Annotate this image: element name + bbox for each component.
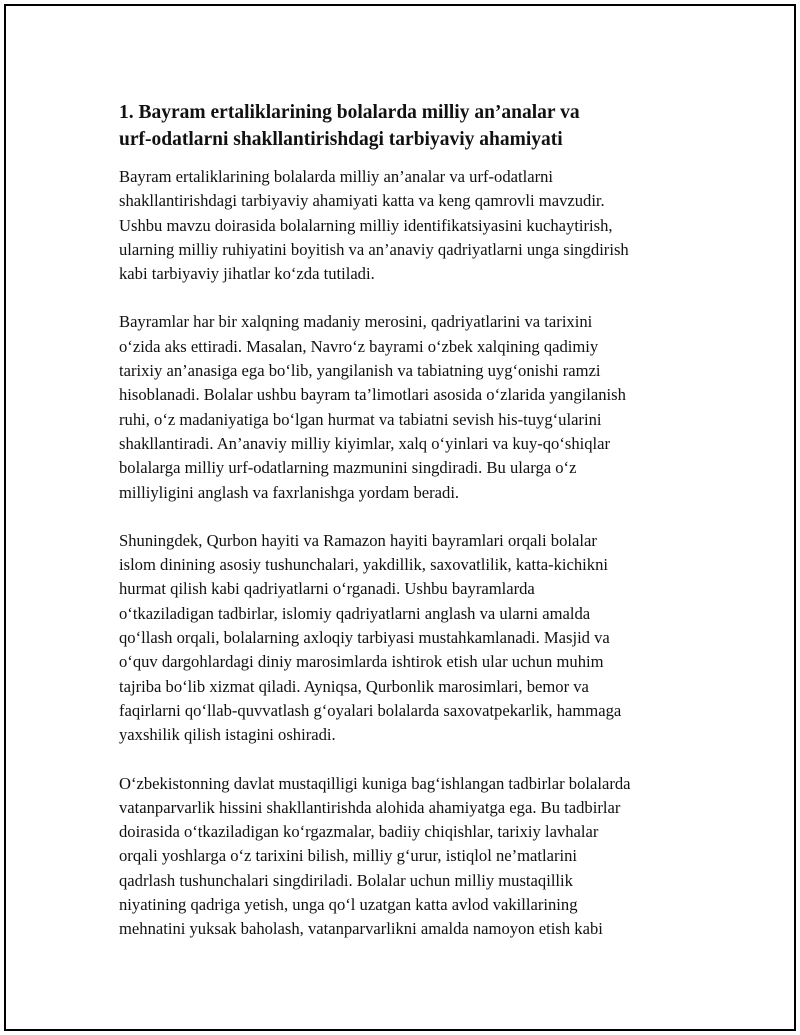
text-line: o‘quv dargohlardagi diniy marosimlarda ishtirok etish ular uchun muhim [119, 652, 604, 672]
document-page [4, 4, 796, 1031]
text-line: o‘tkaziladigan tadbirlar, islomiy qadriyatlarni anglash va ularni amalda [119, 603, 591, 623]
text-line: o‘zida aks ettiradi. Masalan, Navro‘z bayrami o‘zbek xalqining qadimiy [119, 336, 599, 356]
heading-line: urf-odatlarni shakllantirishdagi tarbiyaviy ahamiyati [119, 129, 563, 150]
document-body [119, 99, 709, 966]
text-line: vatanparvarlik hissini shakllantirishda alohida ahamiyatga ega. Bu tadbirlar [119, 797, 621, 817]
text-line: ularning milliy ruhiyatini boyitish va an’anaviy qadriyatlarni unga singdirish [119, 239, 629, 259]
text-line: mehnatini yuksak baholash, vatanparvarlikni amalda namoyon etish kabi [119, 919, 603, 939]
paragraph-2 [119, 310, 709, 504]
text-line: Ushbu mavzu doirasida bolalarning milliy identifikatsiyasini kuchaytirish, [119, 215, 613, 235]
paragraph-3 [119, 529, 709, 748]
text-line: niyatining qadriga yetish, unga qo‘l uzatgan katta avlod vakillarining [119, 895, 578, 915]
text-line: doirasida o‘tkaziladigan ko‘rgazmalar, badiiy chiqishlar, tarixiy lavhalar [119, 822, 599, 842]
heading-line: 1. Bayram ertaliklarining bolalarda milliy an’analar va [119, 102, 580, 123]
text-line: tarixiy an’anasiga ega bo‘lib, yangilanish va tabiatning uyg‘onishi ramzi [119, 361, 601, 381]
text-line: bolalarga milliy urf-odatlarning mazmunini singdiradi. Bu ularga o‘z [119, 458, 577, 478]
text-line: shakllantirishdagi tarbiyaviy ahamiyati katta va keng qamrovli mavzudir. [119, 191, 605, 211]
text-line: qadrlash tushunchalari singdiriladi. Bolalar uchun milliy mustaqillik [119, 870, 573, 890]
text-line: Bayramlar har bir xalqning madaniy merosini, qadriyatlarini va tarixini [119, 312, 593, 332]
paragraph-4 [119, 772, 709, 942]
text-line: faqirlarni qo‘llab-quvvatlash g‘oyalari bolalarda saxovatpekarlik, hammaga [119, 700, 622, 720]
text-line: O‘zbekistonning davlat mustaqilligi kuniga bag‘ishlangan tadbirlar bolalarda [119, 773, 631, 793]
text-line: yaxshilik qilish istagini oshiradi. [119, 725, 336, 745]
text-line: Shuningdek, Qurbon hayiti va Ramazon hayiti bayramlari orqali bolalar [119, 530, 597, 550]
text-line: islom dinining asosiy tushunchalari, yakdillik, saxovatlilik, katta-kichikni [119, 555, 608, 575]
paragraph-1 [119, 165, 709, 286]
text-line: hisoblanadi. Bolalar ushbu bayram ta’limotlari asosida o‘zlarida yangilanish [119, 385, 626, 405]
text-line: shakllantiradi. An’anaviy milliy kiyimlar, xalq o‘yinlari va kuy-qo‘shiqlar [119, 433, 611, 453]
text-line: kabi tarbiyaviy jihatlar ko‘zda tutiladi. [119, 264, 375, 284]
text-line: hurmat qilish kabi qadriyatlarni o‘rganadi. Ushbu bayramlarda [119, 579, 535, 599]
text-line: ruhi, o‘z madaniyatiga bo‘lgan hurmat va tabiatni sevish his-tuyg‘ularini [119, 409, 602, 429]
text-line: qo‘llash orqali, bolalarning axloqiy tarbiyasi mustahkamlanadi. Masjid va [119, 628, 610, 648]
text-line: orqali yoshlarga o‘z tarixini bilish, milliy g‘urur, istiqlol ne’matlarini [119, 846, 578, 866]
text-line: Bayram ertaliklarining bolalarda milliy an’analar va urf-odatlarni [119, 167, 554, 186]
text-line: milliyligini anglash va faxrlanishga yordam beradi. [119, 482, 460, 502]
section-heading [119, 99, 709, 153]
text-line: tajriba bo‘lib xizmat qiladi. Ayniqsa, Qurbonlik marosimlari, bemor va [119, 676, 589, 696]
